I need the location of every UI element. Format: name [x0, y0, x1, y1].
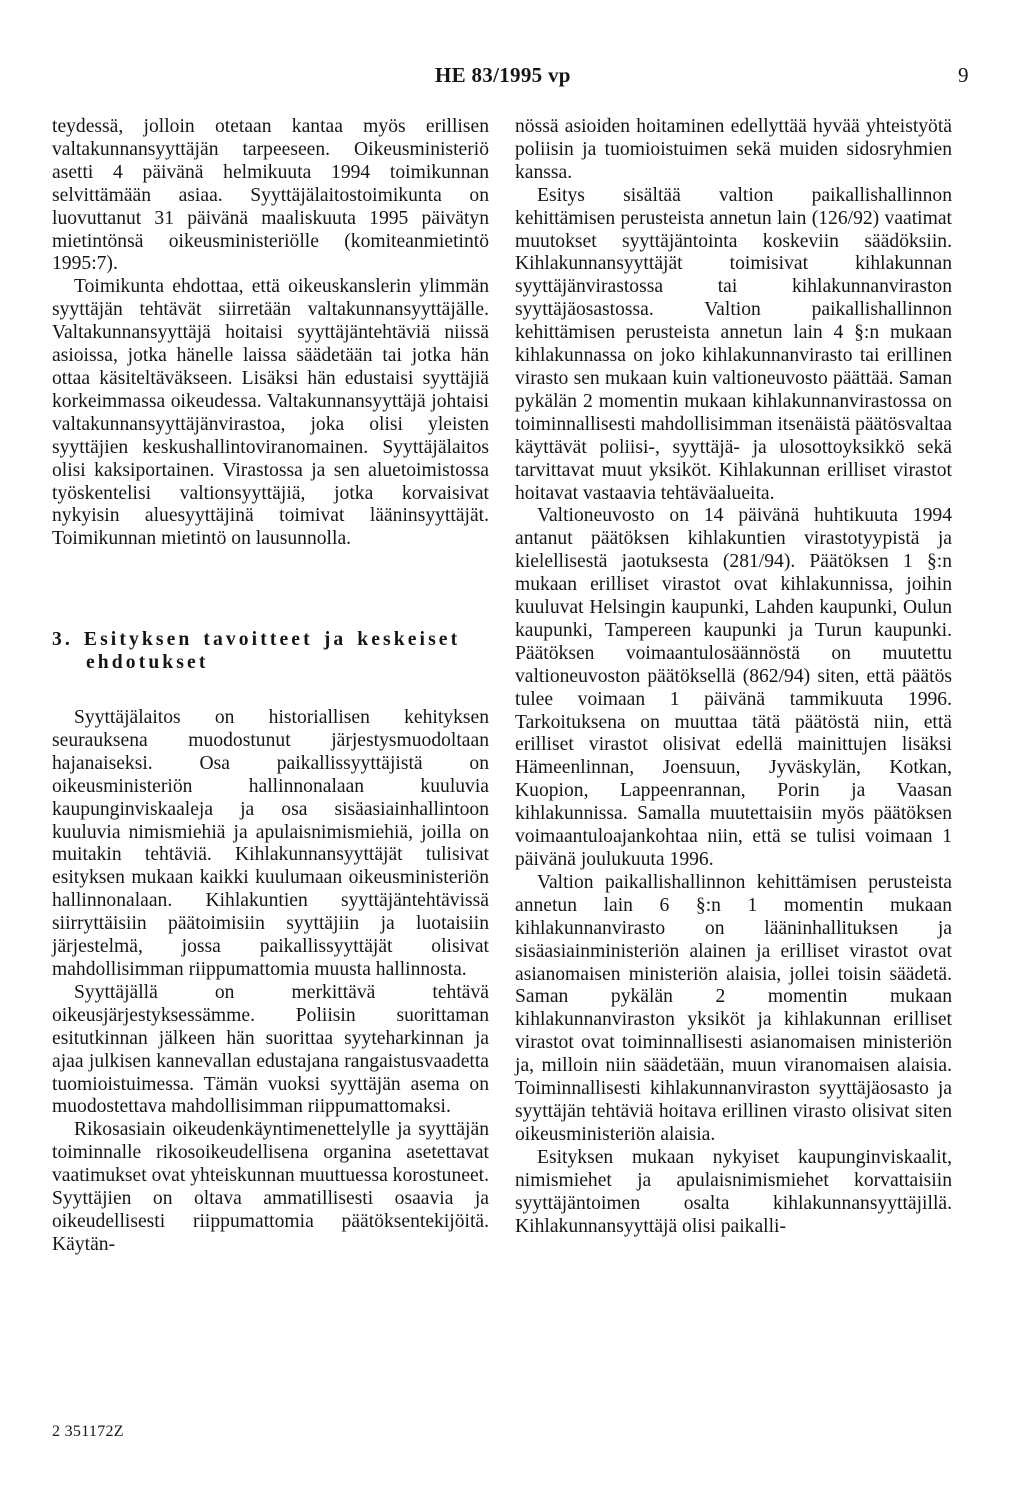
page-number: 9 — [958, 63, 969, 87]
paragraph: Esityksen mukaan nykyiset kaupunginviskaalit, nimismiehet ja apulaisnimismiehet korvattaisiin syyttäjäntoimen osalta kihlakunnansyyttäjillä. Kihlakunnansyyttäjä olisi paikalli- — [515, 1146, 952, 1237]
paragraph: Valtioneuvosto on 14 päivänä huhtikuuta 1994 antanut päätöksen kihlakuntien virastotyypistä ja kielellisestä jaotuksesta (281/94). Päätöksen 1 §:n mukaan erilliset virastot ovat kihlakunnissa, joihin kuuluvat Helsingin kaupunki, Lahden kaupunki, Oulun kaupunki, Tampereen kaupunki ja Turun kaupunki. Päätöksen voimaantulosäännöstä on muutettu valtioneuvoston päätöksellä (862/94) siten, että päätös tulee voimaan 1 päivänä tammikuuta 1996. Tarkoituksena on muuttaa tätä päätöstä niin, että erilliset virastot olisivat edellä mainittujen lisäksi Hämeenlinnan, Joensuun, Jyväskylän, Kotkan, Kuopion, Lappeenrannan, Porin ja Vaasan kihlakunnissa. Samalla muutettaisiin myös päätöksen voimaantuloajankohtaa niin, että se tulisi voimaan 1 päivänä joulukuuta 1996. — [515, 505, 952, 870]
paragraph: nössä asioiden hoitaminen edellyttää hyvää yhteistyötä poliisin ja tuomioistuimen sekä muiden sidosryhmien kanssa. — [515, 116, 952, 183]
page-header — [0, 63, 1024, 93]
footer-code: 2 351172Z — [52, 1423, 124, 1440]
paragraph: Toimikunta ehdottaa, että oikeuskanslerin ylimmän syyttäjän tehtävät siirretään valtakunnansyyttäjälle. Valtakunnansyyttäjä hoitaisi syyttäjäntehtäviä niissä asioissa, jotka hänelle laissa säädetään tai jotka hän ottaa käsiteltäväkseen. Lisäksi hän edustaisi syyttäjiä korkeimmassa oikeudessa. Valtakunnansyyttäjä johtaisi valtakunnansyyttäjänvirastoa, joka olisi yleisten syyttäjien keskushallintoviranomainen. Syyttäjälaitos olisi kaksiportainen. Virastossa ja sen aluetoimistossa työskentelisi valtionsyyttäjiä, jotka korvaisivat nykyisin aluesyyttäjinä toimivat lääninsyyttäjät. Toimikunnan mietintö on lausunnolla. — [52, 276, 489, 550]
paragraph: Esitys sisältää valtion paikallishallinnon kehittämisen perusteista annetun lain (126/92) vaatimat muutokset syyttäjäntointa koskeviin säädöksiin. Kihlakunnansyyttäjät toimisivat kihlakunnan syyttäjänvirastossa tai kihlakunnanviraston syyttäjäosastossa. Valtion paikallishallinnon kehittämisen perusteista annetun lain 4 §:n mukaan kihlakunnassa on joko kihlakunnanvirasto tai erillinen virasto sen mukaan kuin valtioneuvosto päättää. Saman pykälän 2 momentin mukaan kihlakunnanvirastossa on toiminnallisesti mahdollisimman itsenäistä päätösvaltaa käyttävät poliisi-, syyttäjä- ja ulosottoyksikkö sekä tarvittavat muut yksiköt. Kihlakunnan erilliset virastot hoitavat vastaavia tehtäväalueita. — [515, 184, 952, 504]
paragraph: teydessä, jolloin otetaan kantaa myös erillisen valtakunnansyyttäjän tarpeeseen. Oikeusministeriö asetti 4 päivänä helmikuuta 1994 toimikunnan selvittämään asiaa. Syyttäjälaitostoimikunta on luovuttanut 31 päivänä maaliskuuta 1995 päivätyn mietintönsä oikeusministeriölle (komiteanmietintö 1995:7). — [52, 116, 489, 275]
paragraph: Rikosasiain oikeudenkäyntimenettelylle ja syyttäjän toiminnalle rikosoikeudellisena organina asetettavat vaatimukset ovat yhteiskunnan muuttuessa korostuneet. Syyttäjien on oltava ammatillisesti osaavia ja oikeudellisesti riippumattomia päätöksentekijöitä. Käytän- — [52, 1119, 489, 1255]
running-head: HE 83/1995 vp — [435, 63, 571, 87]
paragraph: Valtion paikallishallinnon kehittämisen perusteista annetun lain 6 §:n 1 momentin mukaan kihlakunnanvirasto on lääninhallituksen ja sisäasiainministeriön alainen ja erilliset virastot ovat asianomaisen ministeriön alaisia, jollei toisin säädetä. Saman pykälän 2 momentin mukaan kihlakunnanviraston yksiköt ja kihlakunnan erilliset virastot ovat toiminnallisesti asianomaisen ministeriön ja, milloin niin säädetään, muun viranomaisen alaisia. Toiminnallisesti kihlakunnanviraston syyttäjäosasto ja syyttäjän tehtäviä hoitava erillinen virasto olisivat siten oikeusministeriön alaisia. — [515, 871, 952, 1145]
right-column — [515, 116, 952, 1238]
paragraph: Syyttäjälaitos on historiallisen kehityksen seurauksena muodostunut järjestysmuodoltaan hajanaiseksi. Osa paikallissyyttäjistä on oikeusministeriön hallinnonalaan kuuluvia kaupunginviskaaleja ja osa sisäasiainhallintoon kuuluvia nimismiehiä ja apulaisnimismiehiä, joilla on muitakin tehtäviä. Kihlakunnansyyttäjät tulisivat esityksen mukaan kaikki kuulumaan oikeusministeriön hallinnonalaan. Kihlakuntien syyttäjäntehtävissä siirryttäisiin päätoimisiin syyttäjiin ja luotaisiin järjestelmä, jossa paikallissyyttäjät olisivat mahdollisimman riippumattomia muusta hallinnosta. — [52, 707, 489, 980]
left-column — [52, 116, 489, 1257]
paragraph: Syyttäjällä on merkittävä tehtävä oikeusjärjestyksessämme. Poliisin suorittaman esitutkinnan jälkeen hän suorittaa syyteharkinnan ja ajaa julkisen kannevallan edustajana rangaistusvaadetta tuomioistuimessa. Tämän vuoksi syyttäjän asema on muodostettava mahdollisimman riippumattomaksi. — [52, 981, 489, 1118]
section-heading: 3. Esityksen tavoitteet ja keskeiset ehdotukset — [52, 629, 461, 674]
